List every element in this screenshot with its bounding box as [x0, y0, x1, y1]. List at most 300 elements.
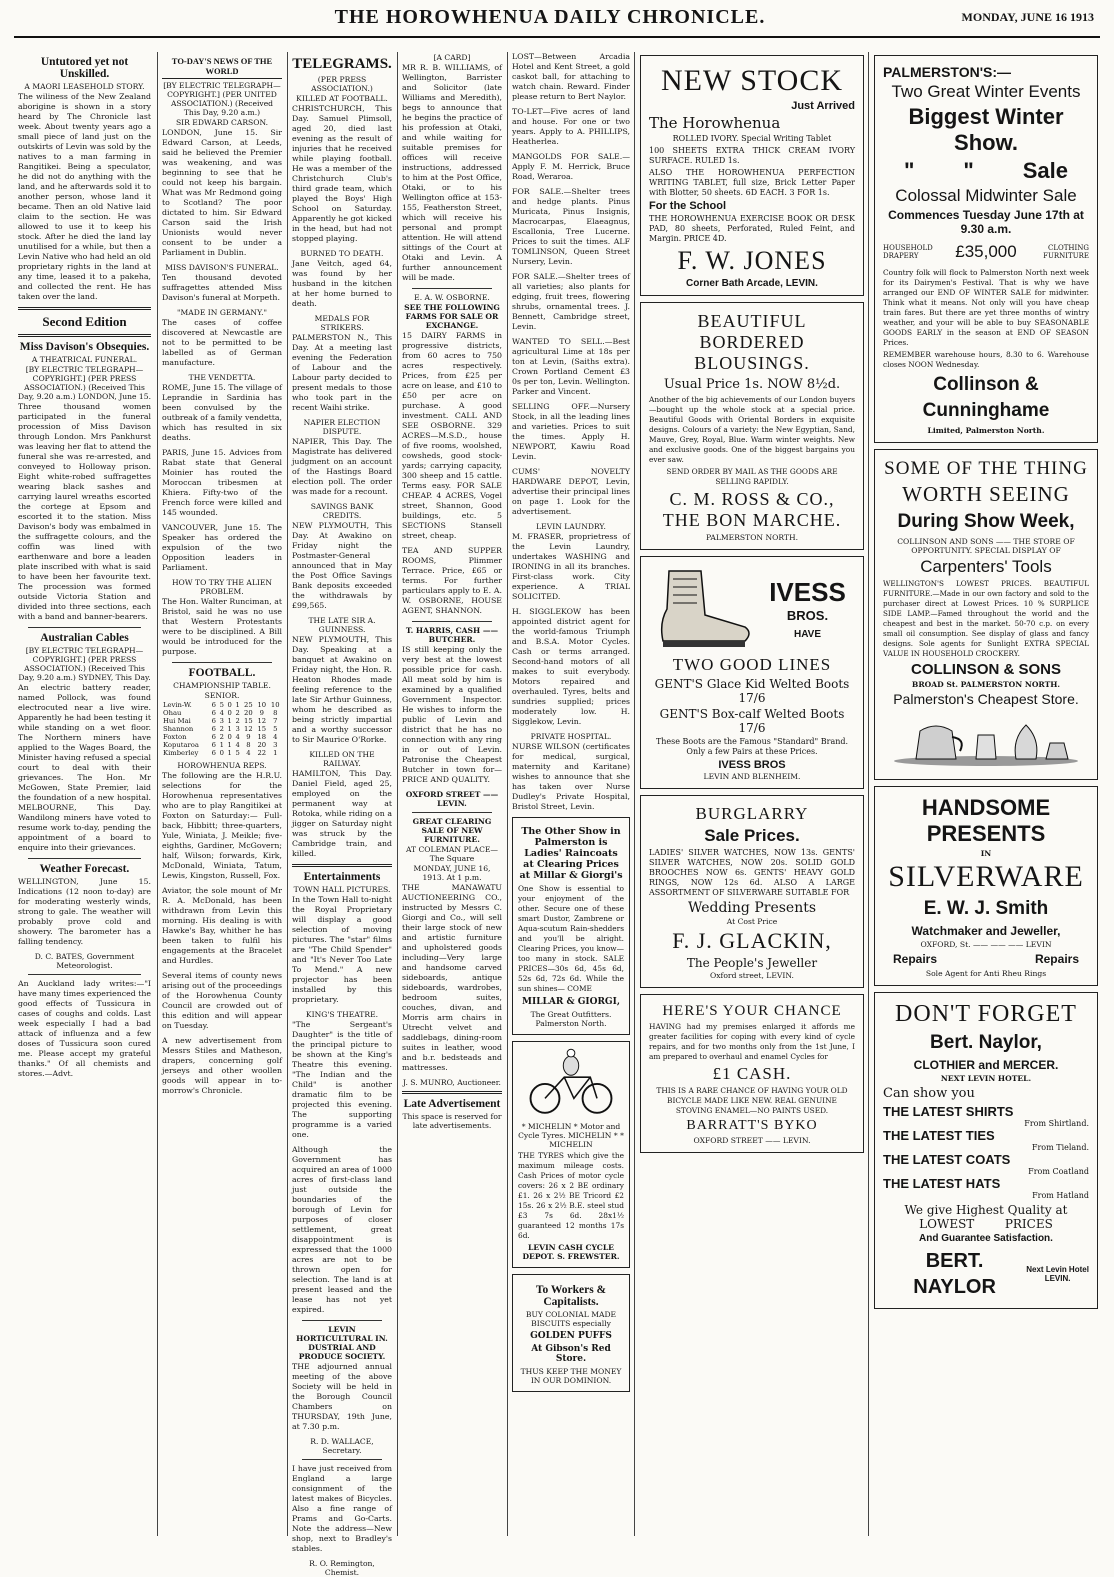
ad-subhead: The People's Jeweller — [686, 956, 818, 970]
table-cell: 4 — [219, 709, 224, 717]
agent-name: E. A. W. OSBORNE. — [414, 293, 490, 302]
ad-product-line: THE LATEST COATS — [883, 1152, 1011, 1167]
ad-address: PALMERSTON NORTH. — [705, 533, 799, 542]
card-body: MR R. B. WILLIAMS, of Wellington, Barrister and Solicitor (late Williams and Meredith), begs to announce that he begins the practice of his profession at Otaki, and while waiting for suitable premises for offices will receive instructions, addressed to him at the Post Office, Otaki, or to his Wellington office at 153-155, Featherston Street, which will receive his personal and prompt attention. He will attend sittings of the Court at Otaki and Levin. A further announcement will be made. — [402, 63, 502, 282]
ad-headline: To Workers & Capitalists. — [535, 1284, 607, 1308]
article-body: Jane Veitch, aged 64, was found by her husband in the kitchen at her home burned to death. — [292, 259, 392, 308]
ad-address: OXFORD STREET —— LEVIN. — [405, 790, 499, 808]
table-cell: 12 — [244, 725, 253, 733]
table-cell: 0 — [227, 709, 232, 717]
ad-body: HAVING had my premises enlarged it affords me greater facilities for coping with every kind of cycle repairs, and for two months only from the 1st June, I am prepared to overhaul and enamel Cycles for — [649, 1022, 855, 1061]
ad-address: OXFORD STREET —— LEVIN. — [693, 1136, 811, 1145]
article-subhead: "MADE IN GERMANY." — [176, 308, 268, 317]
article-body: WELLINGTON, June 15. Indications (12 noon to-day) are for moderating westerly winds, strong to gale. The weather will probably prove cold and showery. The barometer has a falling tendency. — [18, 877, 151, 946]
article-headline: Weather Forecast. — [39, 863, 130, 875]
table-cell: 3 — [219, 717, 224, 725]
ad-subhead: CLOTHIER and MERCER. — [913, 1058, 1059, 1072]
barratt-ad — [640, 994, 864, 1153]
table-row — [162, 701, 282, 709]
column-7 — [874, 52, 1098, 1536]
ad-headline: SILVERWARE — [888, 860, 1084, 893]
article-body: Although the Government has acquired an area of 1000 acres of first-class land just outside the boundaries of the borough of Levin for purposes of closer settlement, great disappointment is expressed that the 1000 acres are not to be thrown open for selection. The land is at present leased and the lease has not yet expired. — [292, 1145, 392, 1314]
table-cell: 7 — [273, 717, 278, 725]
article-body: ROME, June 15. The village of Leprandie in Sardinia has been convulsed by the outbreak of a family vendetta, which has resulted in six deaths. — [162, 383, 282, 442]
divider — [18, 307, 151, 310]
ad-service: Repairs — [893, 952, 938, 966]
article-body: VANCOUVER, June 15. The Speaker has ordered the expulsion of the two Opposition leaders in Parliament. — [162, 523, 282, 572]
table-row — [162, 741, 282, 749]
ad-body: One Show is essential to your enjoyment of the other. Secure one of these smart Dustor, Zambrene or Aqua-scutum Rain-shedders and you'll be alright. Clearing Prices, you know—too many in stock. SALE PRICES—30s 6d, 45s 6d, 52s 6d, 72s 6d. While the sun shines— COME — [518, 884, 624, 993]
article-subhead: CHAMPIONSHIP TABLE. — [173, 681, 271, 690]
ad-address: NEXT LEVIN HOTEL. — [940, 1074, 1032, 1083]
ad-body: THE MANAWATU AUCTIONEERING CO., instructed by Messrs C. Giorgi and Co., will sell their large stock of new and artistic furniture and upholstered goods including—Very large and handsome carved sideboards, antique sideboards, wardrobes, bedroom suites, couches, divan, and Morris arm chairs in Utrecht velvet and saddlebags, dining-room suites in leather, wood and b.r. bedsteads and mattresses. — [402, 883, 502, 1072]
notice-body: THE adjourned annual meeting of the above Society will be held in the Borough Council Chambers on THURSDAY, 19th June, at 7.30 p.m. — [292, 1362, 392, 1431]
ad-headline: WORTH SEEING — [902, 482, 1070, 506]
column-divider — [868, 52, 869, 1536]
column-divider — [157, 52, 158, 1536]
classified-ad: H. SIGGLEKOW has been appointed district agent for the world-famous Triumph and B.S.A. Motor Cycles. Cash or terms arranged. Second-hand motors of all makes to suit everybody. Motors repaired and overhauled. Tyres, belts and sundries supplied; prices moderately low. H. Sigglekow, Levin. — [512, 607, 630, 726]
article-body: PALMERSTON N., This Day. At a meeting last evening the Federation of Labour and the Labour party decided to present medals to those who took part in the recent Waihi strike. — [292, 333, 392, 412]
table-cell: 22 — [257, 749, 267, 757]
ad-headline: PALMERSTON'S:— — [883, 64, 1012, 80]
article-credit: (PER PRESS ASSOCIATION.) — [311, 75, 373, 93]
column-divider — [397, 52, 398, 1536]
table-cell: 2 — [235, 717, 240, 725]
card-label: [A CARD] — [433, 53, 471, 62]
team-name: Levin-W. — [163, 701, 192, 709]
team-name: Foxton — [163, 733, 187, 741]
divider — [172, 662, 272, 663]
ad-address: OXFORD, St. —— —— —— LEVIN — [920, 940, 1052, 949]
ad-subhead: HAVE — [793, 628, 822, 640]
table-cell: 4 — [273, 733, 278, 741]
article-body: NEW PLYMOUTH, This Day. At Awakino on Friday night the Postmaster-General announced that in May the Post Office Savings Bank deposits exceeded the withdrawals by £99,565. — [292, 521, 392, 610]
ad-source: From Hatland — [1032, 1191, 1089, 1200]
ad-body: ALSO THE HOROWHENUA PERFECTION WRITING TABLET, full size, Brick Letter Paper with Blotter, 50 sheets. 6D EACH. 3 FOR 1s. — [649, 168, 855, 197]
collinson-sons-ad — [874, 449, 1098, 780]
ad-product-line: THE LATEST SHIRTS — [883, 1104, 1014, 1119]
ad-subhead: Just Arrived — [791, 100, 855, 112]
ad-address: LEVIN AND BLENHEIM. — [703, 772, 801, 781]
table-cell: 6 — [211, 733, 216, 741]
table-row — [162, 717, 282, 725]
table-cell: 0 — [227, 701, 232, 709]
ad-business-name: F. W. JONES — [677, 246, 827, 275]
table-cell: 1 — [235, 701, 240, 709]
team-name: Koputaroa — [163, 741, 199, 749]
ad-subhead: Wedding Presents — [687, 900, 817, 916]
article-body: PARIS, June 15. Advices from Rabat state that General Moinier has routed the Moroccan tribesmen at Khiera. Fifty-two of the French force were killed and 145 wounded. — [162, 448, 282, 517]
table-row — [162, 725, 282, 733]
ad-business-name: COLLINSON & SONS — [910, 661, 1061, 678]
ad-headline: BURGLARRY — [695, 804, 809, 823]
ad-body: REMEMBER warehouse hours, 8.30 to 6. Warehouse closes NOON Wednesday. — [883, 350, 1089, 369]
table-cell: 10 — [270, 701, 280, 709]
ad-body: COLLINSON AND SONS —— THE STORE OF OPPORTUNITY. SPECIAL DISPLAY OF — [897, 537, 1075, 555]
article-body: NAPIER, This Day. The Magistrate has delivered judgment on an account of the Hastings Board election poll. The order was made for a recount. — [292, 437, 392, 496]
article-headline: Australian Cables — [40, 632, 129, 644]
ad-headline: HANDSOME PRESENTS — [921, 795, 1051, 846]
smith-ad — [874, 786, 1098, 986]
article-subhead: BURNED TO DEATH. — [300, 249, 384, 258]
table-cell: 25 — [244, 701, 253, 709]
ad-business-name: IVESS — [769, 576, 846, 607]
ad-headline: LEVIN LAUNDRY. — [536, 522, 606, 531]
table-cell: 3 — [235, 725, 240, 733]
column-6 — [640, 52, 864, 1536]
ad-body: BUY COLONIAL MADE BISCUITS especially — [525, 1310, 617, 1328]
table-cell: 6 — [211, 709, 216, 717]
article-subhead: THE VENDETTA. — [188, 373, 256, 382]
article-body: Several items of county news arising out of the proceedings of the Horowhenua County Council are crowded out of this edition and will appear on Tuesday. — [162, 971, 282, 1030]
cyclist-icon — [518, 1047, 624, 1117]
classified-ad: M. FRASER, proprietress of the Levin Laundry, undertakes WASHING and IRONING in all its branches. First-class work. City experience. A TRIAL SOLICITED. — [512, 532, 630, 601]
ad-headline: * MICHELIN * Motor and Cycle Tyres. MICHELIN * * MICHELIN — [518, 1122, 624, 1149]
article-body: HAMILTON, This Day. Daniel Field, aged 25, employed on the permanent way at Rotoka, while riding on a jigger on Saturday night was struck by the Cambridge train, and killed. — [292, 769, 392, 858]
naylor-ad — [874, 992, 1098, 1309]
ad-headline: NEW STOCK — [660, 64, 844, 97]
ad-source: From Coatland — [1028, 1167, 1089, 1176]
ad-body: LADIES' SILVER WATCHES, NOW 13s. GENTS' SILVER WATCHES, NOW 20s. SOLID GOLD BROOCHES NOW 6s. GENTS' HEAVY GOLD RINGS, NOW 12s 6d. ALSO A LARGE ASSORTMENT OF SILVERWARE SUITABLE FOR — [649, 848, 855, 897]
divider — [402, 1091, 502, 1094]
article-subhead: KING'S THEATRE. — [305, 1010, 379, 1019]
article-subhead: THE LATE SIR A. GUINNESS. — [308, 616, 376, 634]
divider — [28, 627, 141, 628]
ad-subhead: Watchmaker and Jeweller, — [911, 924, 1061, 938]
collinson-cunninghame-ad — [874, 55, 1098, 443]
article-subhead: SENIOR. — [204, 691, 240, 700]
table-cell: 5 — [273, 725, 278, 733]
team-name: Hui Mai — [163, 717, 191, 725]
jones-ad — [640, 55, 864, 296]
article-credit: [BY ELECTRIC TELEGRAPH—COPYRIGHT.] (PER UNITED ASSOCIATION.) (Received This Day, 9.20 a.m.) — [163, 81, 281, 117]
ad-body: THIS IS A RARE CHANCE OF HAVING YOUR OLD BICYCLE MADE LIKE NEW. REAL GENUINE STOVING ENAMEL—NO PAINTS USED. — [656, 1086, 848, 1115]
classified-ad: SELLING OFF.—Nursery Stock, in all the leading lines and varieties. Prices to suit the times. Apply H. NEWPORT, Kawiu Road Levin. — [512, 402, 630, 461]
divider — [28, 858, 141, 859]
ad-headline: During Show Week, — [897, 511, 1075, 532]
table-row — [162, 749, 282, 757]
ad-body: Country folk will flock to Palmerston North next week for its Dairymen's Festival. That is why we have arranged our END OF WINTER SALE for midwinter. Think what it means. Not only will you have cheap train fares. But there are yet three months of wintry weather, and your will be able to buy SEASONABLE GOODS EARLY in the season at END OF SEASON Prices. — [883, 268, 1089, 347]
table-cell: 8 — [246, 741, 251, 749]
table-cell: 1 — [227, 717, 232, 725]
section-headline: Entertainments — [303, 871, 381, 883]
article-headline: Miss Davison's Obsequies. — [19, 341, 150, 353]
ad-price: £1 CASH. — [712, 1064, 792, 1083]
ad-address: BROAD St. PALMERSTON NORTH. — [911, 680, 1061, 689]
ad-business-name: At Gibson's Red Store. — [531, 1344, 611, 1364]
issue-date: MONDAY, JUNE 16 1913 — [961, 10, 1094, 24]
ad-headline: DON'T FORGET — [895, 1001, 1077, 1027]
divider — [302, 1459, 382, 1460]
article-subhead: TOWN HALL PICTURES. — [293, 885, 391, 894]
notice-signature: R. D. WALLACE, Secretary. — [310, 1437, 374, 1455]
team-name: Ohau — [163, 709, 182, 717]
ad-body: 100 SHEETS EXTRA THICK CREAM IVORY SURFACE. RULED 1s. — [649, 146, 855, 165]
article-body: LONDON, June 15. Sir Edward Carson, at Leeds, said he believed the Premier was weakening, and was beginning to see that he could not keep his bargain. What was Mr Redmond going to Scotland? The poor dictated to him. Sir Edward Carson said the Irish Unionists would never consent to be under a Parliament in Dublin. — [162, 128, 282, 257]
ad-business-name: E. W. J. Smith — [923, 898, 1049, 919]
article-subhead: KILLED AT FOOTBALL. — [296, 94, 388, 103]
table-cell: 1 — [227, 749, 232, 757]
classified-ad: CUMS' NOVELTY HARDWARE DEPOT, Levin, advertise their principal lines on page 1. Look for the advertisement. — [512, 467, 630, 516]
ad-slogan: Palmerston's Cheapest Store. — [893, 691, 1079, 707]
ad-body: TEA AND SUPPER ROOMS, Plimmer Terrace. Price, £65 or terms. For further particulars apply to E. A. W. OSBORNE, HOUSE AGENT, SHANNON. — [402, 546, 502, 615]
advertorial-body: An Auckland lady writes:—"I have many times experienced the good effects of Tussicura in cases of coughs and colds. Last week especially I had a bad attack of influenza and a few doses of Tussicura soon cured me. Please accept my grateful thanks." Of all chemists and stores.—Advt. — [18, 979, 151, 1078]
ad-subhead: Sale Prices. — [704, 826, 800, 845]
ad-headline: The Other Show in Palmerston is Ladies' Raincoats at Clearing Prices at Millar & Giorgi's — [519, 826, 623, 881]
ad-subhead: IN — [980, 849, 992, 858]
table-cell: 0 — [227, 733, 232, 741]
glackin-ad — [640, 795, 864, 988]
ad-headline: HERE'S YOUR CHANCE — [662, 1003, 842, 1019]
article-subhead: MEDALS FOR STRIKERS. — [314, 314, 370, 332]
divider — [412, 288, 492, 289]
table-cell: 1 — [227, 725, 232, 733]
table-cell: 18 — [257, 733, 267, 741]
table-cell: 12 — [257, 717, 267, 725]
table-cell: 2 — [235, 709, 240, 717]
section-headline: TO-DAY'S NEWS OF THE WORLD — [162, 56, 282, 79]
ad-address: Corner Bath Arcade, LEVIN. — [686, 278, 818, 289]
article-headline: Untutored yet not Unskilled. — [40, 56, 129, 80]
classified-ad: LOST—Between Arcadia Hotel and Kent Street, a gold caskot ball, for attaching to watch chain. Reward. Finder please return to Bert Naylor. — [512, 52, 630, 101]
article-body: The Hon. Walter Runciman, at Bristol, said he was no use that Western Protestants were to be disciplined. A Bill would be introduced for the purpose. — [162, 597, 282, 656]
table-cell: 6 — [211, 701, 216, 709]
ad-source: From Shirtland. — [1024, 1119, 1089, 1128]
section-headline: Late Advertisement — [403, 1098, 501, 1110]
divider — [18, 334, 151, 337]
ad-dept: HOUSEHOLD DRAPERY — [883, 244, 933, 260]
article-subhead: SAVINGS BANK CREDITS. — [310, 502, 374, 520]
classified-ad: TO-LET—Five acres of land and house. For one or two years. Apply to A. PHILLIPS, Heatherlea. — [512, 107, 630, 146]
notice-headline: LEVIN HORTICULTURAL IN. DUSTRIAL AND PRODUCE SOCIETY. — [296, 1325, 388, 1361]
table-cell: 4 — [246, 749, 251, 757]
masthead — [0, 0, 1114, 38]
ad-subhead: AT COLEMAN PLACE—The Square — [405, 845, 499, 863]
ad-body: Another of the big achievements of our London buyers—bought up the whole stock at a special price. Beautiful Goods with Oriental Borders in exquisite designs. Colours of a variety: the New Egyptian, Sand, Mauve, Grey, Royal, Blue. Warm winter weights. New and exclusive goods. One of the biggest bargains you ever saw. — [649, 395, 855, 464]
article-signature: D. C. BATES, Government Meteorologist. — [34, 952, 135, 970]
giorgi-ad — [512, 817, 630, 1035]
article-subhead: KILLED ON THE RAILWAY. — [309, 750, 375, 768]
notice-signature: R. O. Remington, Chemist. — [309, 1559, 375, 1577]
table-row — [162, 733, 282, 741]
article-body: A new advertisement from Messrs Stiles and Matheson, drapers, concerning golf jerseys and other woollen goods will appear in to-morrow's Chronicle. — [162, 1036, 282, 1095]
divider — [302, 1320, 382, 1321]
column-1 — [18, 52, 151, 1536]
ad-body: THE TYRES which give the maximum mileage costs. Cash Prices of motor cycle covers: 26 x 2 BE ordinary £1. 26 x 2½ BE Tricord £2 15s. 26 x 2½ B.E. steel stud £3 7s 6d. 28x1½ guaranteed 12 months 17s 6d. — [518, 1151, 624, 1240]
table-cell: 6 — [211, 725, 216, 733]
article-body: Ten thousand devoted suffragettes attended Miss Davison's funeral at Morpeth. — [162, 273, 282, 302]
ad-business-name: C. M. ROSS & CO., THE BON MARCHE. — [662, 489, 842, 530]
ad-headline: BEAUTIFUL BORDERED BLOUSINGS. — [694, 311, 810, 373]
table-cell: 9 — [246, 733, 251, 741]
ad-signature: J. S. MUNRO, Auctioneer. — [403, 1078, 501, 1087]
ad-subhead: Carpenters' Tools — [920, 557, 1052, 576]
ad-headline: GREAT CLEARING SALE OF NEW FURNITURE. — [412, 817, 492, 844]
ad-headline: TWO GOOD LINES — [672, 655, 832, 674]
article-credit: [BY ELECTRIC TELEGRAPH—COPYRIGHT.] (PER PRESS ASSOCIATION.) (Received This Day, 9.20 a.m.) SYDNEY, This Day. — [18, 646, 151, 682]
table-row — [162, 709, 282, 717]
table-cell: 5 — [235, 749, 240, 757]
article-body: CHRISTCHURCH, This Day. Samuel Plimsoll, aged 20, died last evening as the result of injuries that he received while playing football. He was a member of the Christchurch Club's third grade team, which played the Boys' High School on Saturday. Apparently he got kicked in the head, but had not stopped playing. — [292, 104, 392, 243]
ad-address: Limited, Palmerston North. — [927, 426, 1045, 435]
classified-ad: FOR SALE.—Shelter trees of all varieties; also plants for edging, fruit trees, flowering shrubs, ornamental trees. J. Bennett, Cambridge street, Levin. — [512, 272, 630, 331]
masthead-rule — [14, 36, 1100, 38]
ad-headline: SOME OF THE THING — [884, 458, 1088, 479]
divider — [292, 864, 392, 867]
ad-body: Can show you — [883, 1086, 975, 1101]
column-4 — [402, 52, 502, 1536]
ad-headline: Biggest Winter Show. — [908, 104, 1064, 155]
ad-subhead: SEE THE FOLLOWING FARMS FOR SALE OR EXCHANGE. — [404, 303, 500, 330]
article-body: "The Sergeant's Daughter" is the title of the principal picture to be shown at the King's Theatre this evening. "The Indian and the Child" is another dramatic film to be projected this evening. The supporting programme is a varied one. — [292, 1020, 392, 1139]
ad-address: Oxford street, LEVIN. — [710, 971, 794, 980]
table-cell: 6 — [211, 717, 216, 725]
ad-headline: PRIVATE HOSPITAL. — [530, 732, 612, 741]
ad-business-name: IVESS BROS — [718, 759, 786, 771]
ad-business-name: BROS. — [786, 607, 829, 623]
article-subhead: A MAORI LEASEHOLD STORY. — [24, 82, 145, 91]
article-credit: [BY ELECTRIC TELEGRAPH—COPYRIGHT.] (PER PRESS ASSOCIATION.) (Received This Day, 9.20 a.m.) LONDON, June 15. — [18, 365, 152, 401]
ad-date: MONDAY, JUNE 16, 1913. At 1 p.m. — [413, 864, 491, 882]
table-cell: 10 — [257, 701, 267, 709]
ad-body: SEND ORDER BY MAIL AS THE GOODS ARE SELLING RAPIDLY. — [666, 467, 838, 486]
ad-body: These Boots are the Famous "Standard" Brand. Only a few Pairs at these Prices. — [655, 737, 849, 756]
ad-headline: Two Great Winter Events — [891, 82, 1081, 101]
article-body: The cases of coffee discovered at Newcastle are not to be permitted to be labelled as of German manufacture. — [162, 318, 282, 367]
notice-body: I have just received from England a large consignment of the latest makes of Bicycles. Also a fine range of Prams and Go-Carts. Note the address—New shop, next to Bradley's stables. — [292, 1464, 392, 1553]
ad-product-line: GENT'S Glace Kid Welted Boots 17/6 — [654, 677, 850, 705]
ad-subhead: At Cost Price — [726, 917, 778, 926]
ad-service: Repairs — [1034, 952, 1079, 966]
article-body: Aviator, the sole mount of Mr R. A. McDonald, has been withdrawn from Levin this morning. His dealing is with Hawke's Bay, whither he has been taken to fulfil his engagements at the Bracelet and Hurdles. — [162, 886, 282, 965]
ad-product-line: THE LATEST TIES — [883, 1128, 995, 1143]
ad-source: From Tieland. — [1031, 1143, 1089, 1152]
section-headline: Second Edition — [42, 314, 127, 329]
ad-business-name: BERT. NAYLOR — [913, 1250, 996, 1298]
table-cell: 1 — [219, 741, 224, 749]
table-cell: 20 — [244, 709, 253, 717]
table-cell: 8 — [273, 709, 278, 717]
table-cell: 0 — [219, 749, 224, 757]
ad-body: We give Highest Quality at — [904, 1203, 1068, 1217]
article-subhead: HOROWHENUA REPS. — [177, 761, 267, 770]
ad-product-line: THE LATEST HATS — [883, 1176, 1001, 1191]
ad-price: Usual Price 1s. NOW 8½d. — [663, 377, 841, 392]
article-body: The following are the H.R.U. selections for the Horowhenua representatives who are to play Rangitikei at Foxton on Saturday:— Full-back, Hibbitt; three-quarters, Yule, Winiata, J. Meikle; five-eighths, Gardiner, McGovern; half, Wilson; forwards, Kirk, McDonald, Winiata, Tatum, Lewis, Kingston, Russell, Fox. — [162, 771, 282, 880]
ad-subhead: Colossal Midwinter Sale — [895, 186, 1077, 205]
divider — [412, 621, 492, 622]
ad-business-name: Collinson & Cunninghame — [922, 374, 1050, 421]
ad-footer: THUS KEEP THE MONEY IN OUR DOMINION. — [520, 1367, 622, 1385]
ad-business-name: MILLAR & GIORGI, — [522, 997, 620, 1007]
championship-table — [162, 701, 282, 757]
ad-body: THE HOROWHENUA EXERCISE BOOK OR DESK PAD, 80 sheets, Perforated, Ruled Feint, and Margin. PRICE 4D. — [649, 214, 855, 243]
ad-body: 15 DAIRY FARMS in progressive districts, from 60 acres to 750 acres respectively. Prices, from £25 per acre on lease, and £10 to £50 per acre on purchase. A good investment. CALL AND SEE OSBORNE. 329 ACRES—M.S.D., house of five rooms, woolshed, cowsheds, good stock-yards; carrying capacity, 300 sheep and 15 cattle. Terms easy. FOR SALE CHEAP. 4 ACRES, Vogel street, Shannon, Good buildings, etc. 5 SECTIONS Stansell street, cheap. — [402, 331, 502, 540]
table-cell: 9 — [259, 709, 264, 717]
ad-product: The Horowhenua — [649, 114, 781, 132]
table-cell: 15 — [244, 717, 253, 725]
table-cell: 4 — [235, 741, 240, 749]
team-name: Shannon — [163, 725, 194, 733]
table-cell: 20 — [257, 741, 267, 749]
column-3 — [292, 52, 392, 1577]
article-subhead: HOW TO TRY THE ALIEN PROBLEM. — [171, 578, 273, 596]
boot-icon — [649, 563, 759, 653]
ad-body: WELLINGTON'S LOWEST PRICES. BEAUTIFUL FURNITURE.—Made in our own factory and sold to the purchaser direct at Lowest Prices. 10 % SURPLICE SIDE LAMP.—Famed throughout the world and the cheapest and best in the market. 50-70 c.p. on every small oil consumption. See display of glass and fancy designs. Sole agents for Sunlight EXTRA SPECIAL VALUE IN HOUSEHOLD CROCKERY. — [883, 579, 1089, 658]
silverware-icon — [883, 709, 1089, 769]
column-5 — [512, 52, 630, 1536]
table-cell: 5 — [219, 701, 224, 709]
article-body: In the Town Hall to-night the Royal Proprietary will display a good selection of moving pictures. The "star" films are "The Child Spender" and "It's Never Too Late To Mend." A new projector has been installed by this proprietary. — [292, 895, 392, 1004]
column-divider — [634, 52, 635, 1536]
ad-date: Commences Tuesday June 17th at 9.30 a.m. — [888, 208, 1084, 236]
classified-ad: MANGOLDS FOR SALE.—Apply F. M. Herrick, Bruce Road, Weraroa. — [512, 152, 630, 181]
bon-marche-ad — [640, 302, 864, 550]
article-subhead: A THEATRICAL FUNERAL. — [31, 355, 138, 364]
divider — [28, 974, 141, 975]
table-cell: 3 — [273, 741, 278, 749]
table-cell: 1 — [273, 749, 278, 757]
ad-product: GOLDEN PUFFS — [530, 1331, 612, 1341]
article-subhead: MISS DAVISON'S FUNERAL. — [165, 263, 279, 272]
ad-business-name: BARRATT'S BYKO — [686, 1118, 818, 1133]
ad-body: And Guarantee Satisfaction. — [919, 1233, 1053, 1244]
table-cell: 4 — [235, 733, 240, 741]
classified-ad: FOR SALE.—Shelter trees and hedge plants. Pinus Muricata, Pinus Insignis, Macrocarpas, Elaeagnus, Escallonia, Tree Lucerne. Prices to suit the times. ALF TOMLINSON, Queen Street Nursery, Levin. — [512, 187, 630, 266]
ad-dept: CLOTHING FURNITURE — [1043, 244, 1089, 260]
classified-ad: NURSE WILSON (certificates for medical, surgical, maternity and Karitane) wishes to announce that she has taken over Nurse Dudley's Private Hospital, Bristol Street, Levin. — [512, 742, 630, 811]
ad-body: LOWEST PRICES — [919, 1217, 1053, 1231]
article-subhead: SIR EDWARD CARSON. — [175, 118, 269, 127]
ad-headline: T. HARRIS, CASH —— BUTCHER. — [405, 626, 499, 644]
table-cell: 2 — [219, 733, 224, 741]
table-cell: 6 — [211, 749, 216, 757]
ad-product-line: GENT'S Box-calf Welted Boots 17/6 — [659, 707, 845, 735]
ad-business-name: LEVIN CASH CYCLE DEPOT. S. FREWSTER. — [522, 1243, 620, 1261]
ad-amount: £35,000 — [955, 242, 1017, 261]
classified-ad: WANTED TO SELL.—Best agricultural Lime at 18s per ton at Levin, (Saiths extra). Crown Portland Cement £3 0s per ton, Levin. Wellington. Parker and Vincent. — [512, 337, 630, 396]
late-ad-note: This space is reserved for late advertisements. — [402, 1112, 502, 1130]
ad-subhead: For the School — [649, 200, 726, 212]
ad-business-name: Bert. Naylor, — [930, 1032, 1042, 1053]
column-divider — [287, 52, 288, 1536]
newspaper-title: THE HOROWHENUA DAILY CHRONICLE. — [334, 6, 766, 28]
article-headline: FOOTBALL. — [188, 667, 256, 679]
column-divider — [507, 52, 508, 1536]
article-body: An electric battery reader, named Pollock, was found electrocuted near a live wire. Apparently he had been testing it while standing on a wet floor. The Northern miners have applied to the Wages Board, the Minister having refused a special court to deal with their grievances. The Hon. Mr McGowen, State Premier, laid the foundation of a new hospital. MELBOURNE, This Day. Wandilong miners have voted to resume work to-day, pending the appointment of a board to enquire into their grievances. — [18, 683, 151, 852]
article-body: NEW PLYMOUTH, This Day. Speaking at a banquet at Awakino on Friday night, the Hon. R. Heaton Rhodes made feeling reference to the late Sir Arthur Guinness, whom he described as being strictly impartial and a worthy successor to Sir Maurice O'Rorke. — [292, 635, 392, 744]
article-body: Three thousand women participated in the funeral procession of Miss Davison through London. Mrs Pankhurst was leaving her flat to attend the funeral she was re-arrested, and conveyed to Holloway prison. Eight white-robed suffragettes wearing black sashes and carrying laurel wreaths escorted the cortege at Epsom and escorted it to the station. Miss Davison's body was embalmed in the suffragette colours, and the coffin was lined with earthenware and bore a leaden plate inscribed with what is said to have been her favourite text. The procession was formed outside Victoria Station and divided into three sections, each with a band and banner-bearers. — [18, 402, 151, 621]
ad-business-name: F. J. GLACKIN, — [672, 928, 832, 953]
ad-address: Next Levin Hotel LEVIN. — [1026, 1265, 1089, 1283]
article-subhead: NAPIER ELECTION DISPUTE. — [303, 418, 381, 436]
ad-note: Sole Agent for Anti Rheu Rings — [925, 969, 1047, 978]
table-cell: 6 — [211, 741, 216, 749]
table-cell: 2 — [219, 725, 224, 733]
ad-body: ROLLED IVORY. Special Writing Tablet — [672, 134, 832, 143]
section-headline: TELEGRAMS. — [292, 56, 392, 72]
table-cell: 15 — [257, 725, 267, 733]
ad-body: IS still keeping only the very best at the lowest possible price for cash. All meat sold by him is examined by a qualified Government Inspector. He wishes to inform the public of Levin and district that he has no connection with any ring in or out of Levin. Patronise the Cheapest Butcher in town for— PRICE AND QUALITY. — [402, 645, 502, 784]
ad-address: The Great Outfitters. Palmerston North. — [530, 1010, 612, 1028]
michelin-ad — [512, 1041, 630, 1268]
column-2 — [162, 52, 282, 1536]
ad-headline: " " Sale — [904, 158, 1068, 183]
gibson-ad — [512, 1274, 630, 1392]
team-name: Kimberley — [163, 749, 199, 757]
article-body: The wiliness of the New Zealand aborigine is shown in a story heard by The Chronicle last week. About twenty years ago a small piece of land just on the outskirts of Levin was sold by the natives to a man farming in Rangitikei. Being a speculator, he did not do anything with the land, and he afterwards sold it to another person, whose land it became. Then an old Native laid claim to the section. He was allowed to use it to keep his stock. After he died the land lay unutilised for a while, but then a Levin Native who had held an old proprietary rights in the land at any time, leased it to a pakeha, and collected the rent. He has taken over the land. — [18, 92, 151, 301]
table-cell: 1 — [227, 741, 232, 749]
